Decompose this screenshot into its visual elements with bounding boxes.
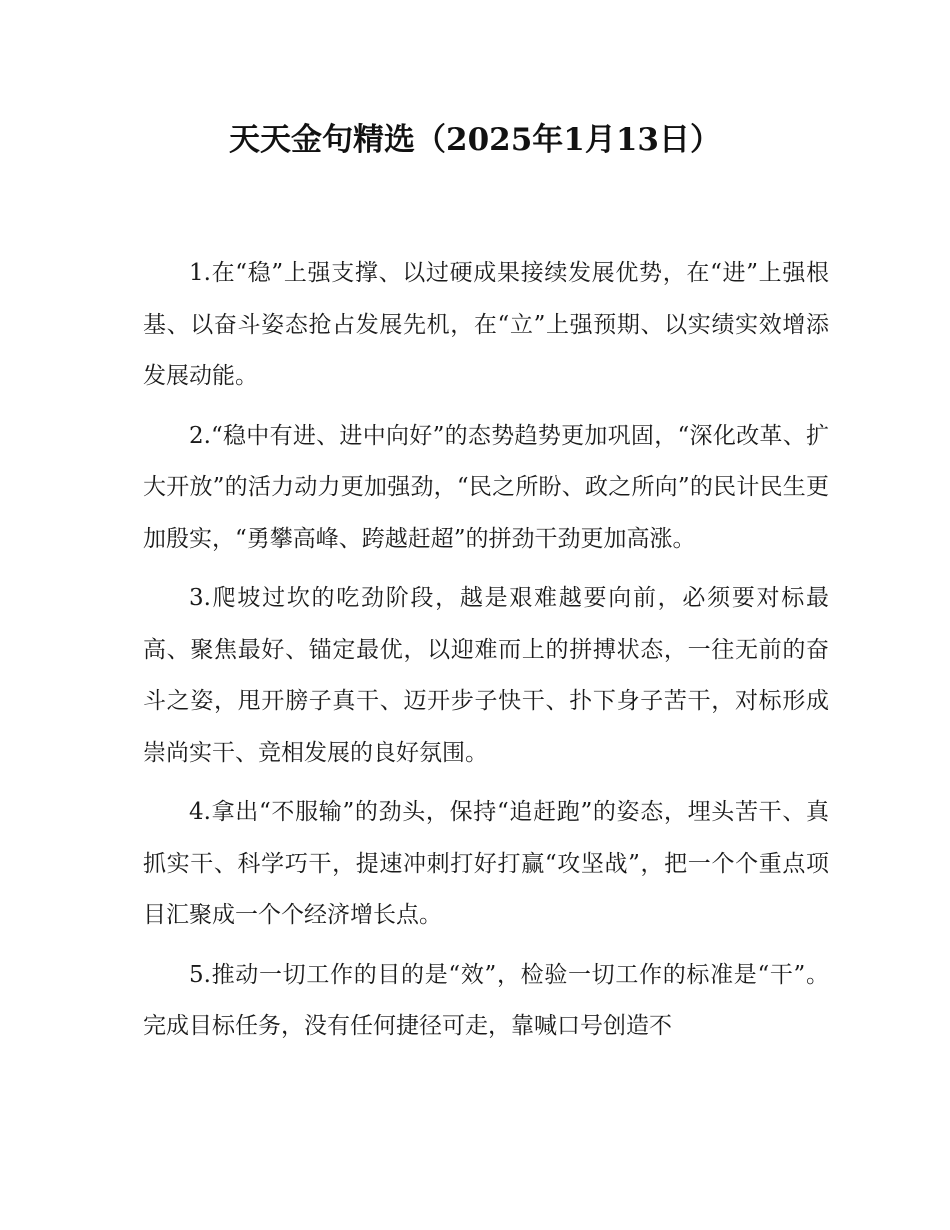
paragraph-3: 3.爬坡过坎的吃劲阶段，越是艰难越要向前，必须要对标最高、聚焦最好、锚定最优，以迎难而上的拼搏状态，一往无前的奋斗之姿，甩开膀子真干、迈开步子快干、扑下身子苦干，对标形成崇尚实干、竞相发展的良好氛围。	[143, 585, 829, 766]
paragraph-4: 4.拿出“不服输”的劲头，保持“追赶跑”的姿态，埋头苦干、真抓实干、科学巧干，提速冲刺打好打赢“攻坚战”，把一个个重点项目汇聚成一个个经济增长点。	[143, 799, 829, 928]
paragraph-5: 5.推动一切工作的目的是“效”，检验一切工作的标准是“干”。完成目标任务，没有任何捷径可走，靠喊口号创造不	[143, 961, 829, 1039]
document-title: 天天金句精选（2025年1月13日）	[229, 122, 721, 158]
paragraph-2: 2.“稳中有进、进中向好”的态势趋势更加巩固，“深化改革、扩大开放”的活力动力更加强劲，“民之所盼、政之所向”的民计民生更加殷实，“勇攀高峰、跨越赶超”的拼劲干劲更加高涨。	[143, 422, 829, 552]
document-body	[143, 248, 829, 1061]
paragraph-1: 1.在“稳”上强支撑、以过硬成果接续发展优势，在“进”上强根基、以奋斗姿态抢占发展先机，在“立”上强预期、以实绩实效增添发展动能。	[143, 260, 829, 389]
